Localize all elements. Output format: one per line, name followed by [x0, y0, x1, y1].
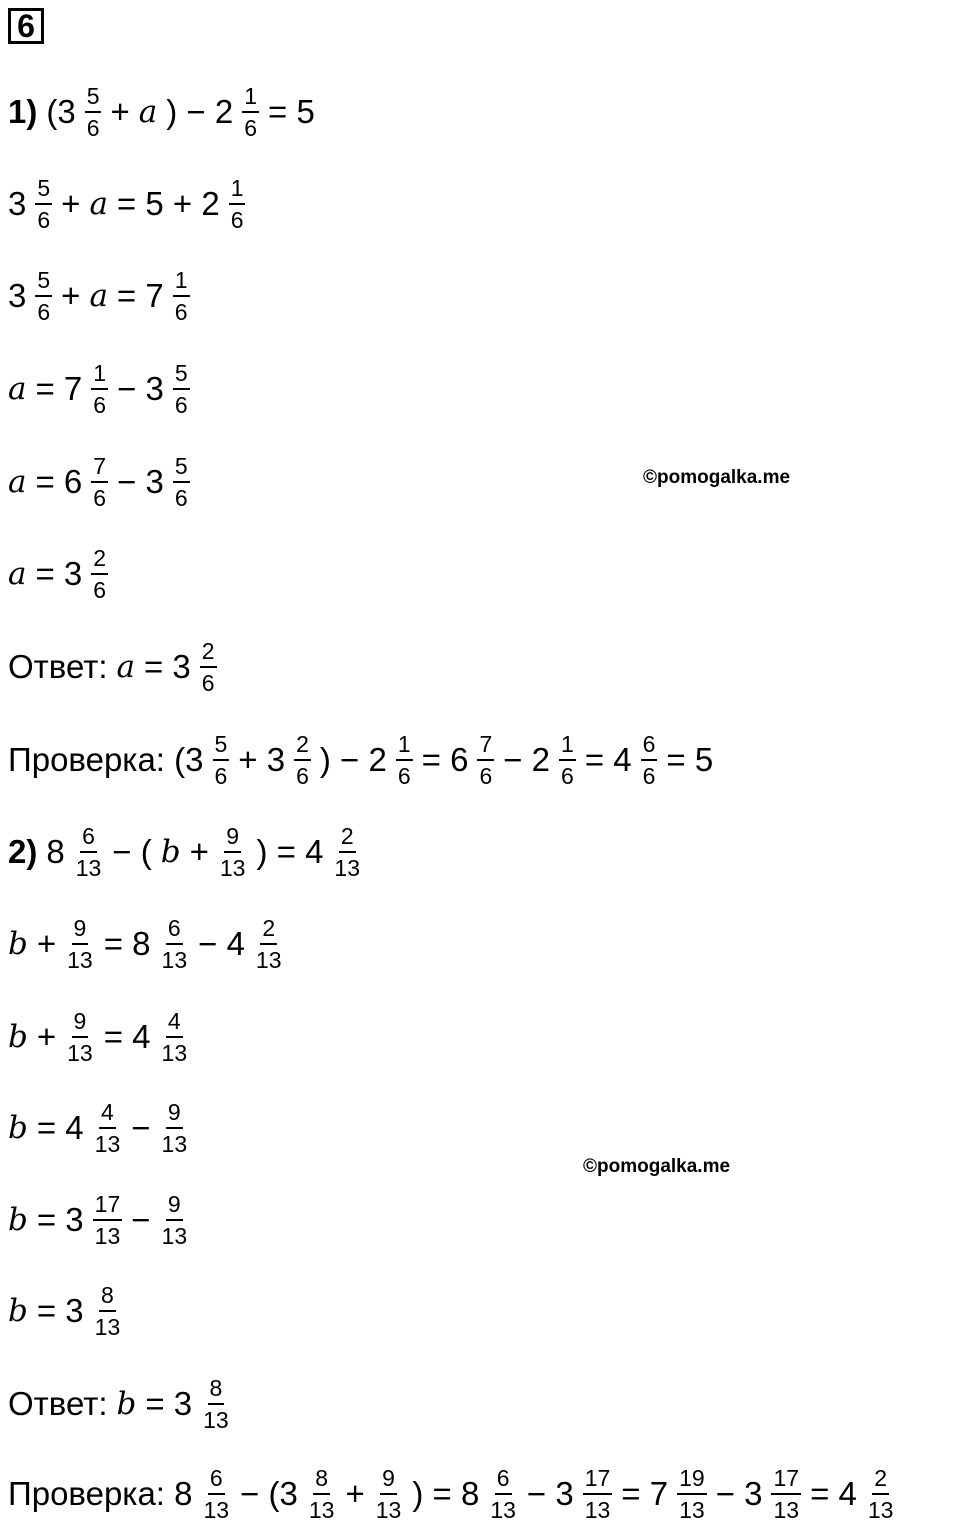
variable: b: [8, 1110, 28, 1146]
expression-text: = 7: [116, 277, 164, 314]
expression-text: = 4: [36, 1109, 84, 1146]
fraction-denominator: 6: [93, 485, 107, 511]
fraction-denominator: 6: [93, 392, 107, 418]
expression-text: +: [61, 277, 81, 314]
fraction-denominator: 13: [375, 1497, 402, 1523]
fraction: [242, 84, 259, 140]
fraction-numerator: 8: [313, 1466, 330, 1495]
expression-text: − 4: [198, 925, 245, 962]
fraction-numerator: 6: [208, 1466, 225, 1495]
fraction: [213, 732, 230, 788]
expression-text: − 3: [715, 1475, 763, 1512]
expression-text: ) = 4: [256, 833, 324, 870]
fraction-denominator: 13: [161, 947, 188, 973]
expression-text: Ответ:: [8, 1385, 108, 1422]
expression-text: 8: [46, 833, 65, 870]
equation-line: [8, 542, 117, 606]
fraction: [93, 1192, 123, 1248]
fraction-numerator: 1: [91, 361, 108, 390]
expression-text: + 3: [238, 741, 286, 778]
fraction-denominator: 13: [67, 1040, 93, 1066]
variable: b: [160, 834, 181, 870]
fraction: [160, 1192, 190, 1248]
fraction: [200, 639, 217, 695]
expression-text: = 3: [145, 1385, 193, 1422]
fraction-denominator: 13: [94, 1314, 121, 1340]
expression-text: Проверка: 8: [8, 1475, 193, 1512]
fraction-denominator: 13: [161, 1223, 188, 1249]
fraction-numerator: 2: [200, 639, 217, 668]
expression-text: = 3: [35, 555, 83, 592]
fraction-denominator: 6: [174, 299, 188, 325]
fraction-numerator: 6: [641, 732, 658, 761]
equation-line: [8, 264, 199, 328]
equation-line: [8, 357, 199, 421]
fraction-denominator: 13: [334, 855, 361, 881]
fraction-numerator: 6: [80, 824, 97, 853]
part-label: 2): [8, 833, 38, 870]
expression-text: = 3: [143, 648, 191, 685]
fraction: [559, 732, 576, 788]
fraction: [93, 1283, 123, 1339]
equation-line: [8, 1096, 198, 1160]
fraction-denominator: 6: [230, 207, 244, 233]
fraction: [332, 824, 362, 880]
fraction-numerator: 5: [85, 84, 102, 113]
fraction-numerator: 9: [166, 1192, 183, 1221]
expression-text: − 2: [503, 741, 551, 778]
fraction-numerator: 6: [166, 916, 183, 945]
equation-line: [8, 172, 254, 236]
expression-text: 3: [8, 185, 27, 222]
expression-text: 3: [8, 277, 27, 314]
fraction: [374, 1466, 404, 1522]
fraction-numerator: 1: [173, 268, 190, 297]
fraction: [160, 1009, 190, 1065]
expression-text: +: [110, 93, 130, 130]
fraction-denominator: 13: [67, 947, 93, 973]
fraction: [65, 1009, 95, 1065]
fraction: [866, 1466, 896, 1522]
expression-text: Проверка: (3: [8, 741, 204, 778]
part-label: 1): [8, 93, 38, 130]
variable: b: [8, 1293, 28, 1329]
fraction-denominator: 6: [561, 763, 574, 789]
fraction-numerator: 17: [93, 1192, 123, 1221]
fraction-denominator: 13: [679, 1497, 705, 1523]
fraction-numerator: 1: [559, 732, 576, 761]
fraction-numerator: 6: [495, 1466, 512, 1495]
expression-text: (3: [46, 93, 76, 130]
fraction-numerator: 8: [99, 1283, 116, 1312]
fraction-numerator: 2: [260, 916, 277, 945]
fraction-denominator: 13: [94, 1223, 121, 1249]
equation-line: [8, 1188, 198, 1252]
expression-text: = 5: [268, 93, 315, 130]
expression-text: − (: [112, 833, 152, 870]
task-number: 6: [8, 8, 44, 44]
fraction-numerator: 2: [294, 732, 311, 761]
fraction-denominator: 13: [773, 1497, 800, 1523]
fraction: [173, 361, 190, 417]
expression-text: +: [61, 185, 81, 222]
fraction-denominator: 6: [201, 670, 215, 696]
expression-text: +: [189, 833, 209, 870]
fraction-numerator: 17: [771, 1466, 801, 1495]
expression-text: = 5: [666, 741, 714, 778]
fraction: [641, 732, 658, 788]
fraction-numerator: 9: [166, 1100, 183, 1129]
fraction-denominator: 6: [93, 577, 107, 603]
expression-text: = 4: [810, 1475, 857, 1512]
fraction-denominator: 13: [203, 1407, 229, 1433]
fraction-denominator: 13: [308, 1497, 335, 1523]
fraction-denominator: 6: [296, 763, 309, 789]
fraction-numerator: 1: [396, 732, 413, 761]
expression-text: = 6: [421, 741, 469, 778]
variable: a: [116, 649, 135, 685]
fraction-numerator: 1: [229, 176, 246, 205]
variable: a: [8, 371, 27, 407]
fraction: [85, 84, 102, 140]
fraction-denominator: 6: [397, 763, 411, 789]
fraction: [35, 268, 52, 324]
fraction-denominator: 6: [174, 392, 188, 418]
expression-text: ) − 2: [319, 741, 387, 778]
expression-text: − (3: [240, 1475, 298, 1512]
fraction-denominator: 13: [255, 947, 282, 973]
variable: b: [8, 1019, 28, 1055]
fraction: [160, 916, 190, 972]
equation-line: [8, 1005, 198, 1069]
fraction: [477, 732, 494, 788]
fraction: [488, 1466, 518, 1522]
fraction-denominator: 6: [37, 207, 51, 233]
fraction-numerator: 7: [91, 454, 108, 483]
fraction-denominator: 13: [161, 1131, 188, 1157]
fraction: [35, 176, 52, 232]
variable: b: [116, 1386, 137, 1422]
watermark: ©pomogalka.me: [643, 467, 791, 488]
fraction-numerator: 1: [242, 84, 259, 113]
variable: a: [138, 94, 158, 130]
fraction-numerator: 2: [339, 824, 356, 853]
expression-text: −: [131, 1201, 151, 1238]
variable: a: [8, 464, 27, 500]
fraction-denominator: 13: [203, 1497, 230, 1523]
expression-text: Ответ:: [8, 648, 108, 685]
expression-text: = 3: [36, 1292, 84, 1329]
fraction: [218, 824, 248, 880]
fraction-numerator: 9: [72, 1009, 89, 1038]
fraction-numerator: 5: [35, 176, 52, 205]
equation-line: [8, 820, 371, 884]
expression-text: −: [131, 1109, 151, 1146]
fraction-denominator: 6: [244, 115, 257, 141]
variable: a: [8, 556, 27, 592]
fraction-numerator: 17: [583, 1466, 613, 1495]
equation-line: [8, 1279, 131, 1343]
expression-text: = 5 + 2: [116, 185, 220, 222]
fraction-denominator: 13: [490, 1497, 516, 1523]
fraction-numerator: 19: [677, 1466, 707, 1495]
fraction: [254, 916, 284, 972]
fraction-numerator: 9: [380, 1466, 397, 1495]
expression-text: = 7: [621, 1475, 669, 1512]
fraction-denominator: 13: [584, 1497, 611, 1523]
equation-line: [8, 1372, 240, 1436]
fraction: [91, 454, 108, 510]
fraction-denominator: 6: [37, 299, 51, 325]
expression-text: − 3: [117, 463, 164, 500]
fraction-numerator: 5: [173, 454, 190, 483]
fraction-numerator: 4: [99, 1100, 116, 1129]
equation-line: [8, 450, 199, 514]
fraction: [173, 268, 190, 324]
fraction-denominator: 6: [479, 763, 493, 789]
expression-text: = 6: [35, 463, 83, 500]
fraction-denominator: 13: [94, 1131, 121, 1157]
equation-line: [8, 635, 226, 699]
fraction-numerator: 4: [166, 1009, 183, 1038]
fraction: [173, 454, 190, 510]
equation-line: [8, 912, 293, 976]
fraction: [93, 1100, 123, 1156]
fraction: [294, 732, 311, 788]
fraction-denominator: 13: [161, 1040, 188, 1066]
expression-text: = 4: [584, 741, 632, 778]
equation-line: [8, 1462, 904, 1526]
variable: a: [89, 278, 108, 314]
expression-text: ) − 2: [166, 93, 234, 130]
fraction-denominator: 6: [642, 763, 656, 789]
fraction: [583, 1466, 613, 1522]
fraction-numerator: 9: [72, 916, 89, 945]
fraction-denominator: 6: [174, 485, 188, 511]
fraction-denominator: 13: [867, 1497, 894, 1523]
fraction: [229, 176, 246, 232]
fraction-denominator: 13: [219, 855, 246, 881]
fraction-numerator: 5: [173, 361, 190, 390]
fraction-numerator: 8: [208, 1376, 225, 1405]
fraction: [91, 546, 108, 602]
expression-text: +: [36, 925, 57, 962]
fraction-numerator: 2: [872, 1466, 889, 1495]
variable: a: [89, 186, 108, 222]
fraction-numerator: 9: [224, 824, 241, 853]
fraction: [65, 916, 95, 972]
expression-text: = 4: [103, 1018, 151, 1055]
equation-line: [8, 80, 324, 144]
fraction: [74, 824, 104, 880]
expression-text: − 3: [526, 1475, 574, 1512]
expression-text: − 3: [117, 370, 164, 407]
variable: b: [8, 926, 28, 962]
fraction: [160, 1100, 190, 1156]
fraction-numerator: 5: [35, 268, 52, 297]
fraction-denominator: 6: [86, 115, 100, 141]
fraction-numerator: 7: [477, 732, 494, 761]
watermark: ©pomogalka.me: [583, 1156, 731, 1177]
fraction-denominator: 13: [75, 855, 102, 881]
fraction: [771, 1466, 801, 1522]
expression-text: +: [345, 1475, 365, 1512]
fraction-numerator: 2: [91, 546, 108, 575]
fraction: [201, 1376, 231, 1432]
expression-text: ) = 8: [412, 1475, 480, 1512]
variable: b: [8, 1202, 28, 1238]
fraction: [396, 732, 413, 788]
expression-text: = 7: [35, 370, 83, 407]
fraction: [202, 1466, 232, 1522]
fraction: [677, 1466, 707, 1522]
fraction-numerator: 5: [213, 732, 230, 761]
equation-line: [8, 728, 722, 792]
expression-text: +: [36, 1018, 57, 1055]
expression-text: = 8: [103, 925, 151, 962]
expression-text: = 3: [36, 1201, 84, 1238]
fraction: [91, 361, 108, 417]
fraction: [307, 1466, 337, 1522]
fraction-denominator: 6: [214, 763, 228, 789]
